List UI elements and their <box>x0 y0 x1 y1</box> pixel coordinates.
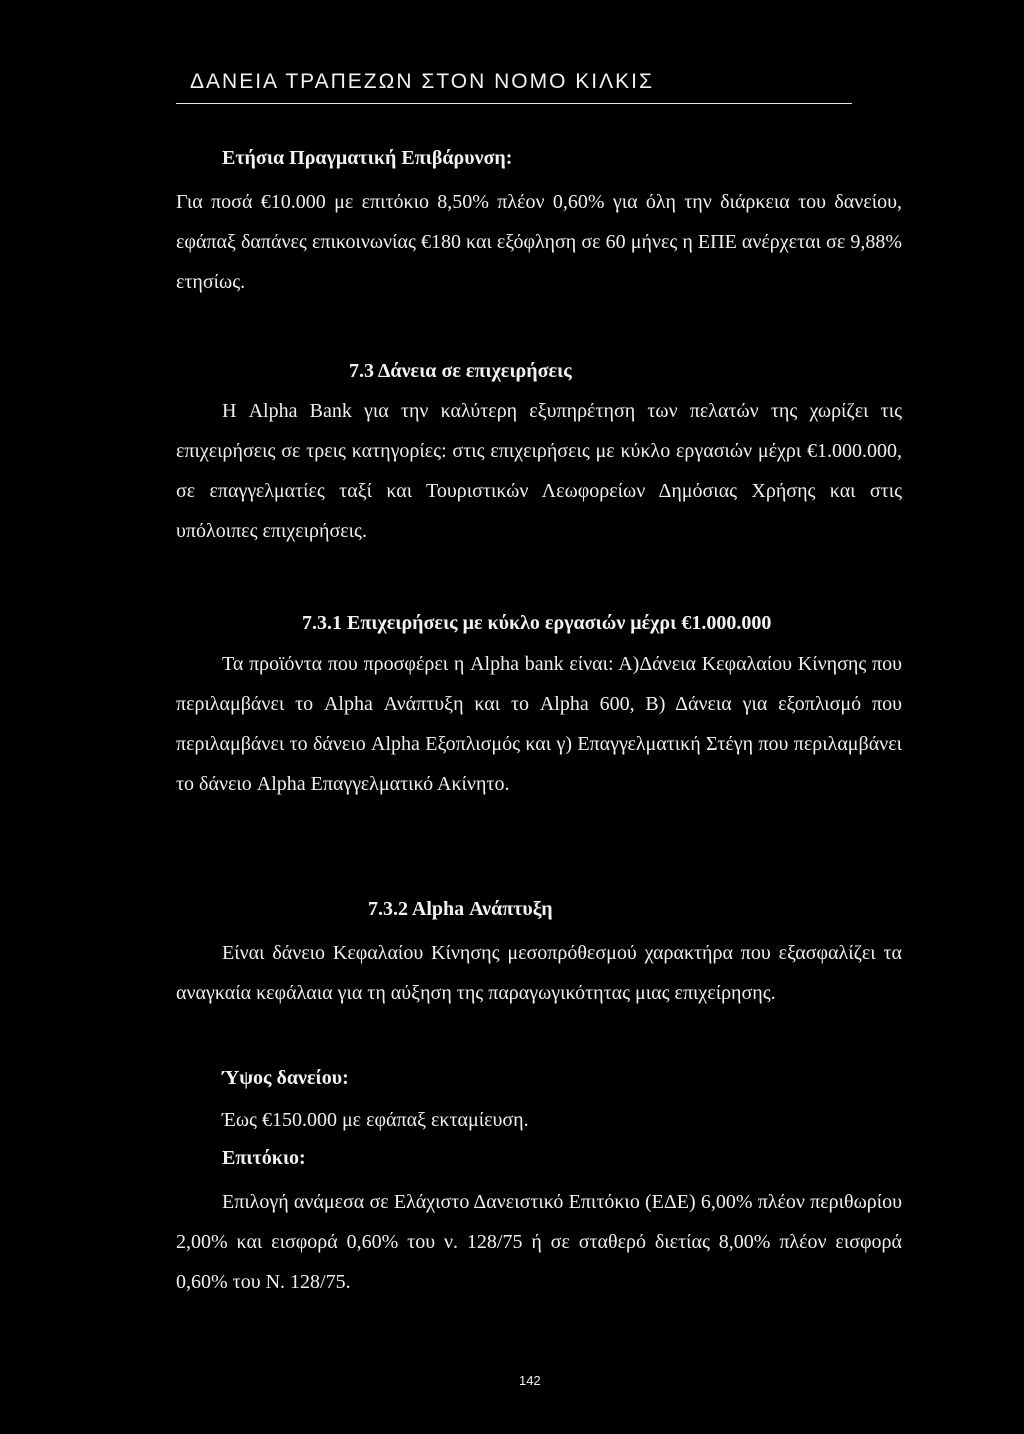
page-header-title: ΔΑΝΕΙΑ ΤΡΑΠΕΖΩΝ ΣΤΟΝ ΝΟΜΟ ΚΙΛΚΙΣ <box>190 70 654 93</box>
section-7-3-2-paragraph: Είναι δάνειο Κεφαλαίου Κίνησης μεσοπρόθεσμού χαρακτήρα που εξασφαλίζει τα αναγκαία κεφάλαια για τη αύξηση της παραγωγικότητας μιας επιχείρησης. <box>176 942 902 1004</box>
section-7-3-1-paragraph: Τα προϊόντα που προσφέρει η Alpha bank είναι: Α)Δάνεια Κεφαλαίου Κίνησης που περιλαμβάνει το Alpha Ανάπτυξη και το Alpha 600, Β) Δάνεια για εξοπλισμό που περιλαμβάνει το δάνειο Alpha Εξοπλισμός και γ) Επαγγελματική Στέγη που περιλαμβάνει το δάνειο Alpha Επαγγελματικό Ακίνητο. <box>176 653 902 795</box>
section-7-3-heading: 7.3 Δάνεια σε επιχειρήσεις <box>349 360 572 382</box>
loan-amount-text: Έως €150.000 με εφάπαξ εκταμίευση. <box>222 1109 529 1131</box>
page-number: 142 <box>519 1373 541 1388</box>
effective-rate-paragraph: Για ποσά €10.000 με επιτόκιο 8,50% πλέον 0,60% για όλη την διάρκεια του δανείου, εφάπαξ δαπάνες επικοινωνίας €180 και εξόφληση σε 60 μήνες η ΕΠΕ ανέρχεται σε 9,88% ετησίως. <box>176 191 902 293</box>
section-7-3-1-heading: 7.3.1 Επιχειρήσεις με κύκλο εργασιών μέχρι €1.000.000 <box>302 612 772 634</box>
section-7-3-2-heading: 7.3.2 Alpha Ανάπτυξη <box>368 898 553 920</box>
loan-amount-label: Ύψος δανείου: <box>222 1067 349 1089</box>
header-divider <box>176 103 852 104</box>
section-7-3-paragraph: Η Alpha Bank για την καλύτερη εξυπηρέτηση των πελατών της χωρίζει τις επιχειρήσεις σε τρεις κατηγορίες: στις επιχειρήσεις με κύκλο εργασιών μέχρι €1.000.000, σε επαγγελματίες ταξί και Τουριστικών Λεωφορείων Δημόσιας Χρήσης και στις υπόλοιπες επιχειρήσεις. <box>176 400 902 542</box>
effective-rate-heading: Ετήσια Πραγματική Επιβάρυνση: <box>222 147 513 169</box>
interest-rate-label: Επιτόκιο: <box>222 1147 306 1169</box>
interest-rate-paragraph: Επιλογή ανάμεσα σε Ελάχιστο Δανειστικό Επιτόκιο (ΕΔΕ) 6,00% πλέον περιθωρίου 2,00% και εισφορά 0,60% του ν. 128/75 ή σε σταθερό διετίας 8,00% πλέον εισφορά 0,60% του Ν. 128/75. <box>176 1191 902 1293</box>
